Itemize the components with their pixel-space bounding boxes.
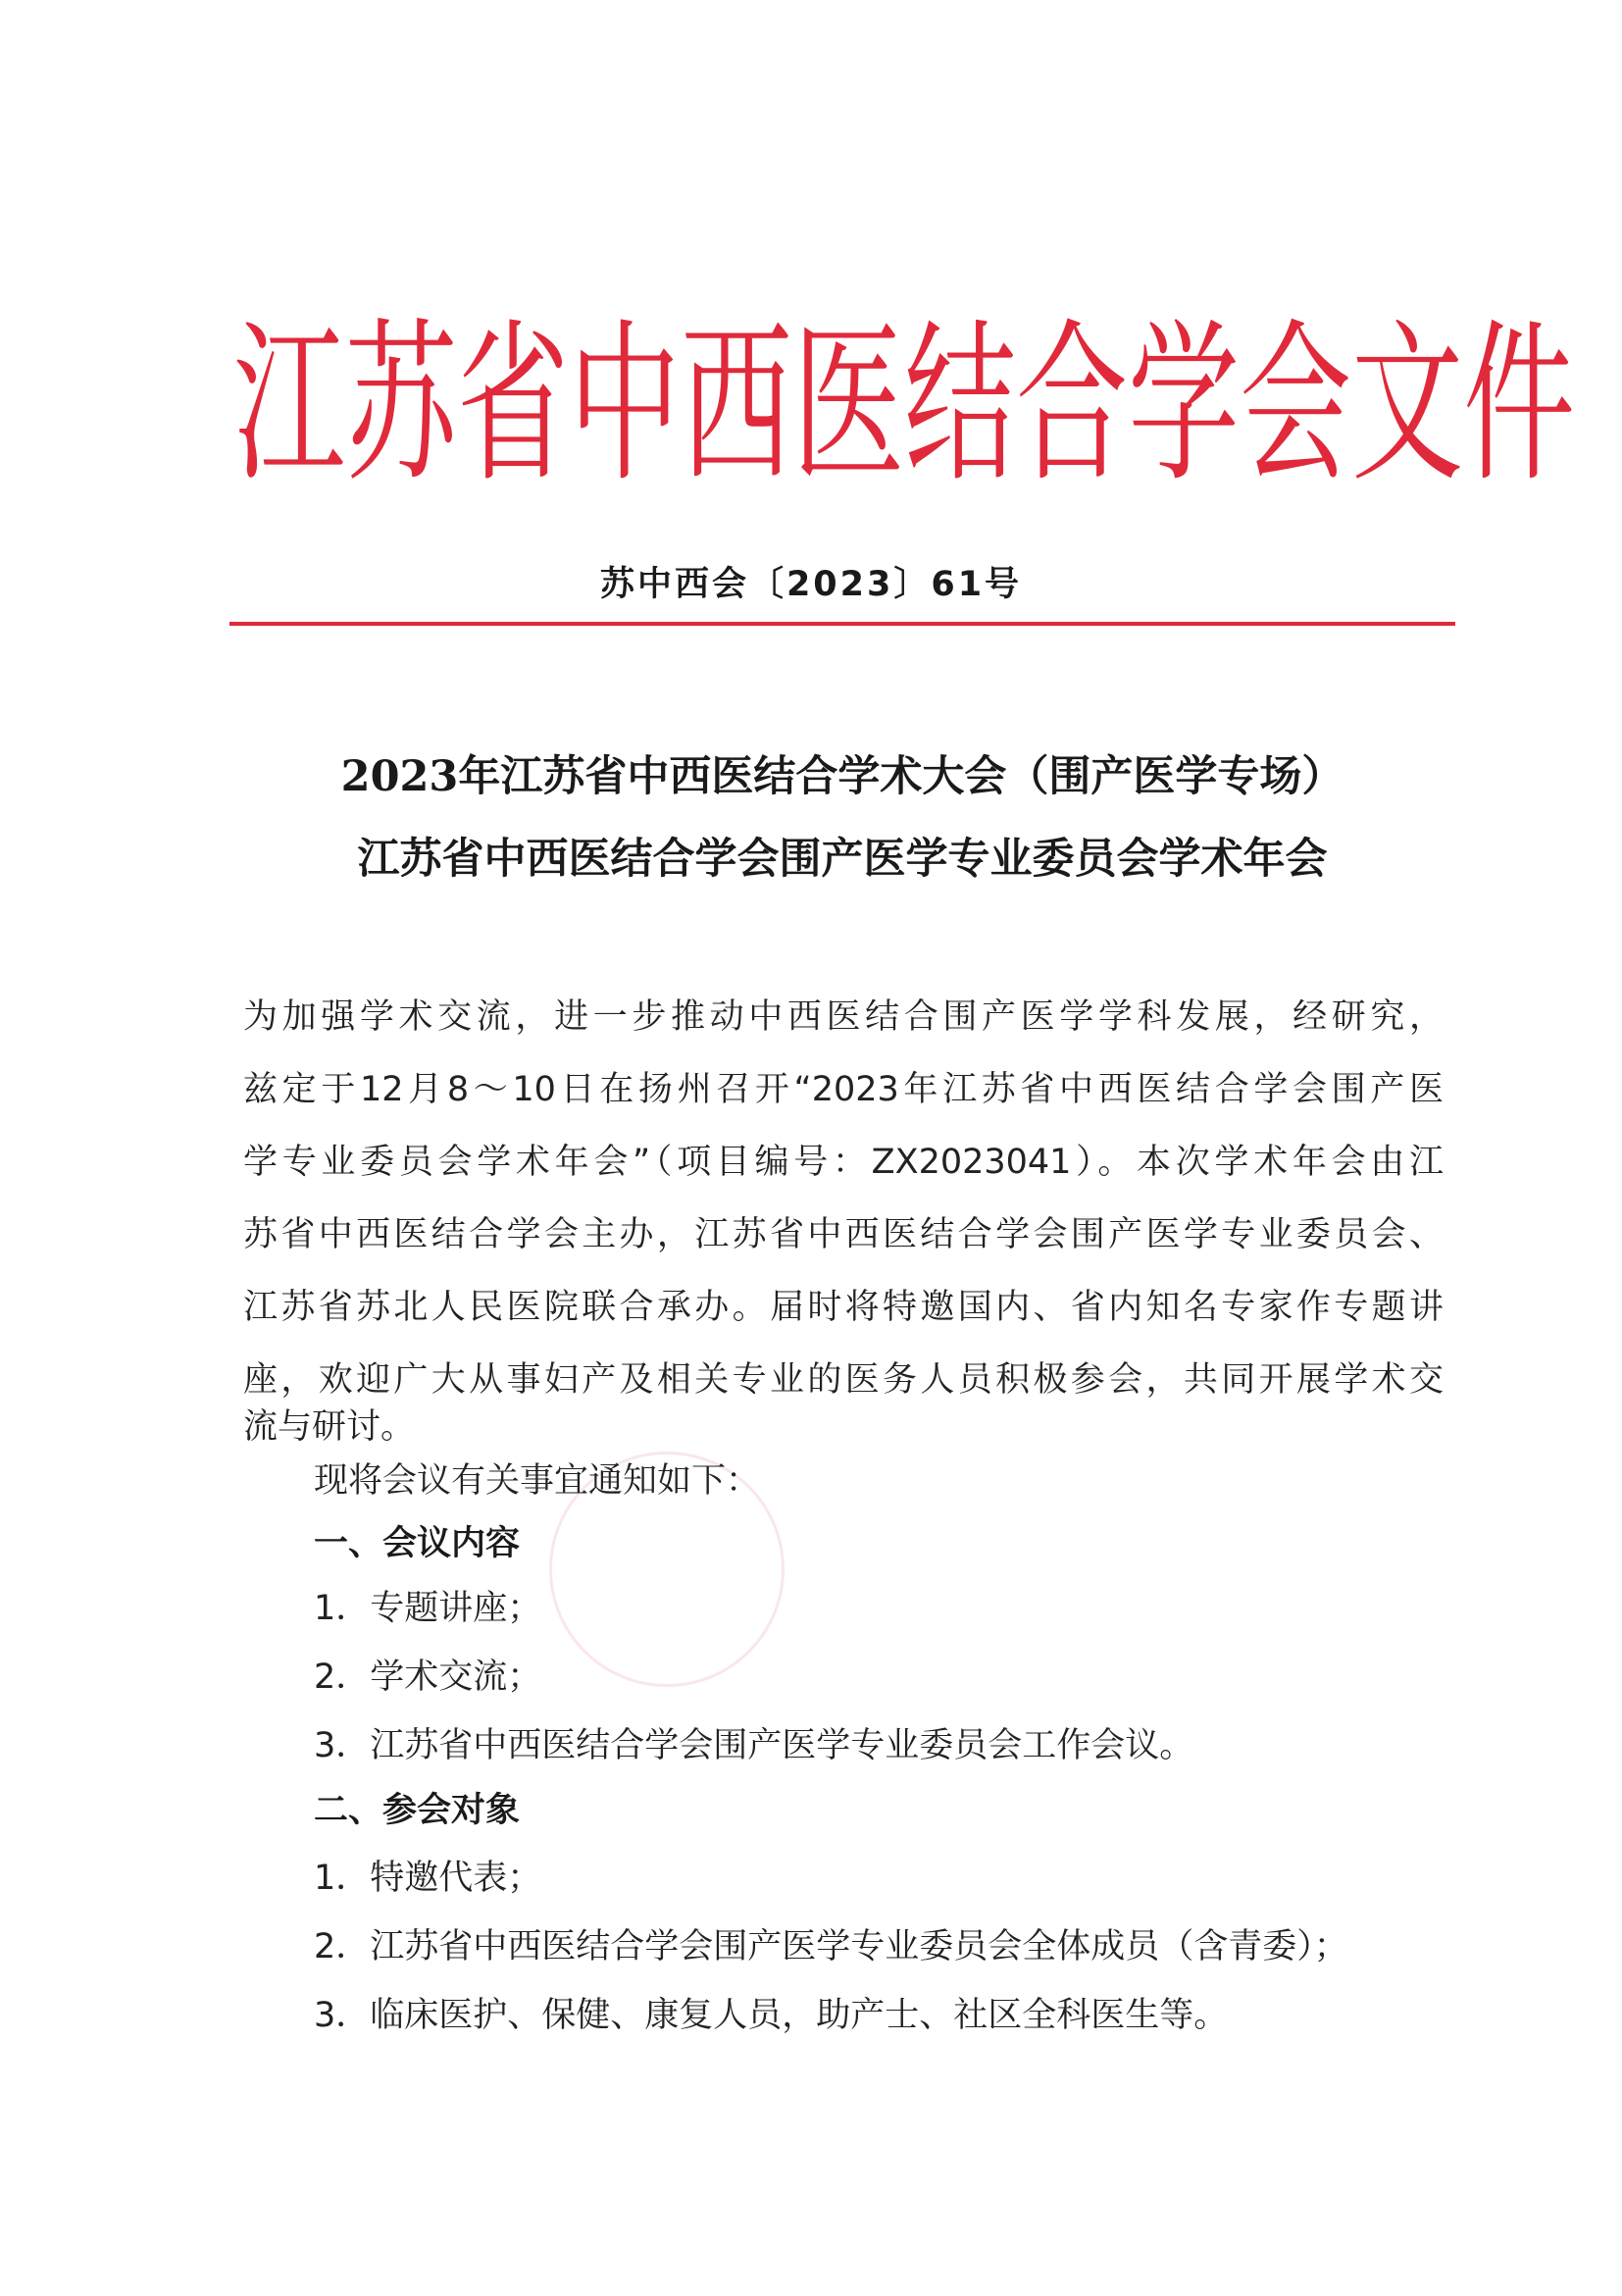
red-divider-rule bbox=[229, 622, 1455, 626]
section-item: 3．临床医护、保健、康复人员，助产士、社区全科医生等。 bbox=[314, 1996, 1229, 2035]
section-item: 2．学术交流； bbox=[314, 1658, 542, 1697]
intro-paragraph-line: 为加强学术交流，进一步推动中西医结合围产医学学科发展，经研究， bbox=[243, 997, 1444, 1037]
masthead-char: 医 bbox=[792, 303, 905, 506]
masthead-char: 结 bbox=[904, 303, 1017, 506]
document-title-line-2: 江苏省中西医结合学会围产医学专业委员会学术年会 bbox=[357, 835, 1328, 884]
masthead-char: 会 bbox=[1240, 303, 1352, 506]
masthead-char: 合 bbox=[1016, 303, 1129, 506]
section-item: 2．江苏省中西医结合学会围产医学专业委员会全体成员（含青委）； bbox=[314, 1927, 1348, 1966]
intro-paragraph-line: 学专业委员会学术年会”（项目编号：ZX2023041）。本次学术年会由江 bbox=[243, 1143, 1444, 1182]
section-item: 3．江苏省中西医结合学会围产医学专业委员会工作会议。 bbox=[314, 1726, 1194, 1765]
document-number: 苏中西会〔2023〕61号 bbox=[599, 565, 1023, 604]
masthead-char: 文 bbox=[1351, 303, 1464, 506]
masthead-char: 中 bbox=[569, 303, 682, 506]
masthead-char: 省 bbox=[457, 303, 570, 506]
intro-paragraph-line: 江苏省苏北人民医院联合承办。届时将特邀国内、省内知名专家作专题讲 bbox=[243, 1288, 1444, 1327]
intro-paragraph-line: 兹定于12月8～10日在扬州召开“2023年江苏省中西医结合学会围产医 bbox=[243, 1070, 1444, 1109]
section-item: 1．专题讲座； bbox=[314, 1589, 542, 1628]
section-heading: 二、参会对象 bbox=[314, 1791, 521, 1830]
intro-paragraph-line: 苏省中西医结合学会主办，江苏省中西医结合学会围产医学专业委员会、 bbox=[243, 1215, 1444, 1254]
masthead-char: 件 bbox=[1463, 303, 1576, 506]
notice-line: 现将会议有关事宜通知如下： bbox=[314, 1461, 761, 1501]
document-title-line-1: 2023年江苏省中西医结合学术大会（围产医学专场） bbox=[340, 752, 1344, 801]
masthead-char: 西 bbox=[681, 303, 793, 506]
masthead-char: 苏 bbox=[345, 303, 458, 506]
masthead-char: 江 bbox=[233, 303, 346, 506]
masthead-title bbox=[233, 303, 1576, 506]
masthead-char: 学 bbox=[1128, 303, 1241, 506]
intro-paragraph-line: 流与研讨。 bbox=[243, 1407, 416, 1447]
section-item: 1．特邀代表； bbox=[314, 1859, 542, 1898]
section-heading: 一、会议内容 bbox=[314, 1524, 521, 1563]
intro-paragraph-line: 座，欢迎广大从事妇产及相关专业的医务人员积极参会，共同开展学术交 bbox=[243, 1360, 1444, 1400]
